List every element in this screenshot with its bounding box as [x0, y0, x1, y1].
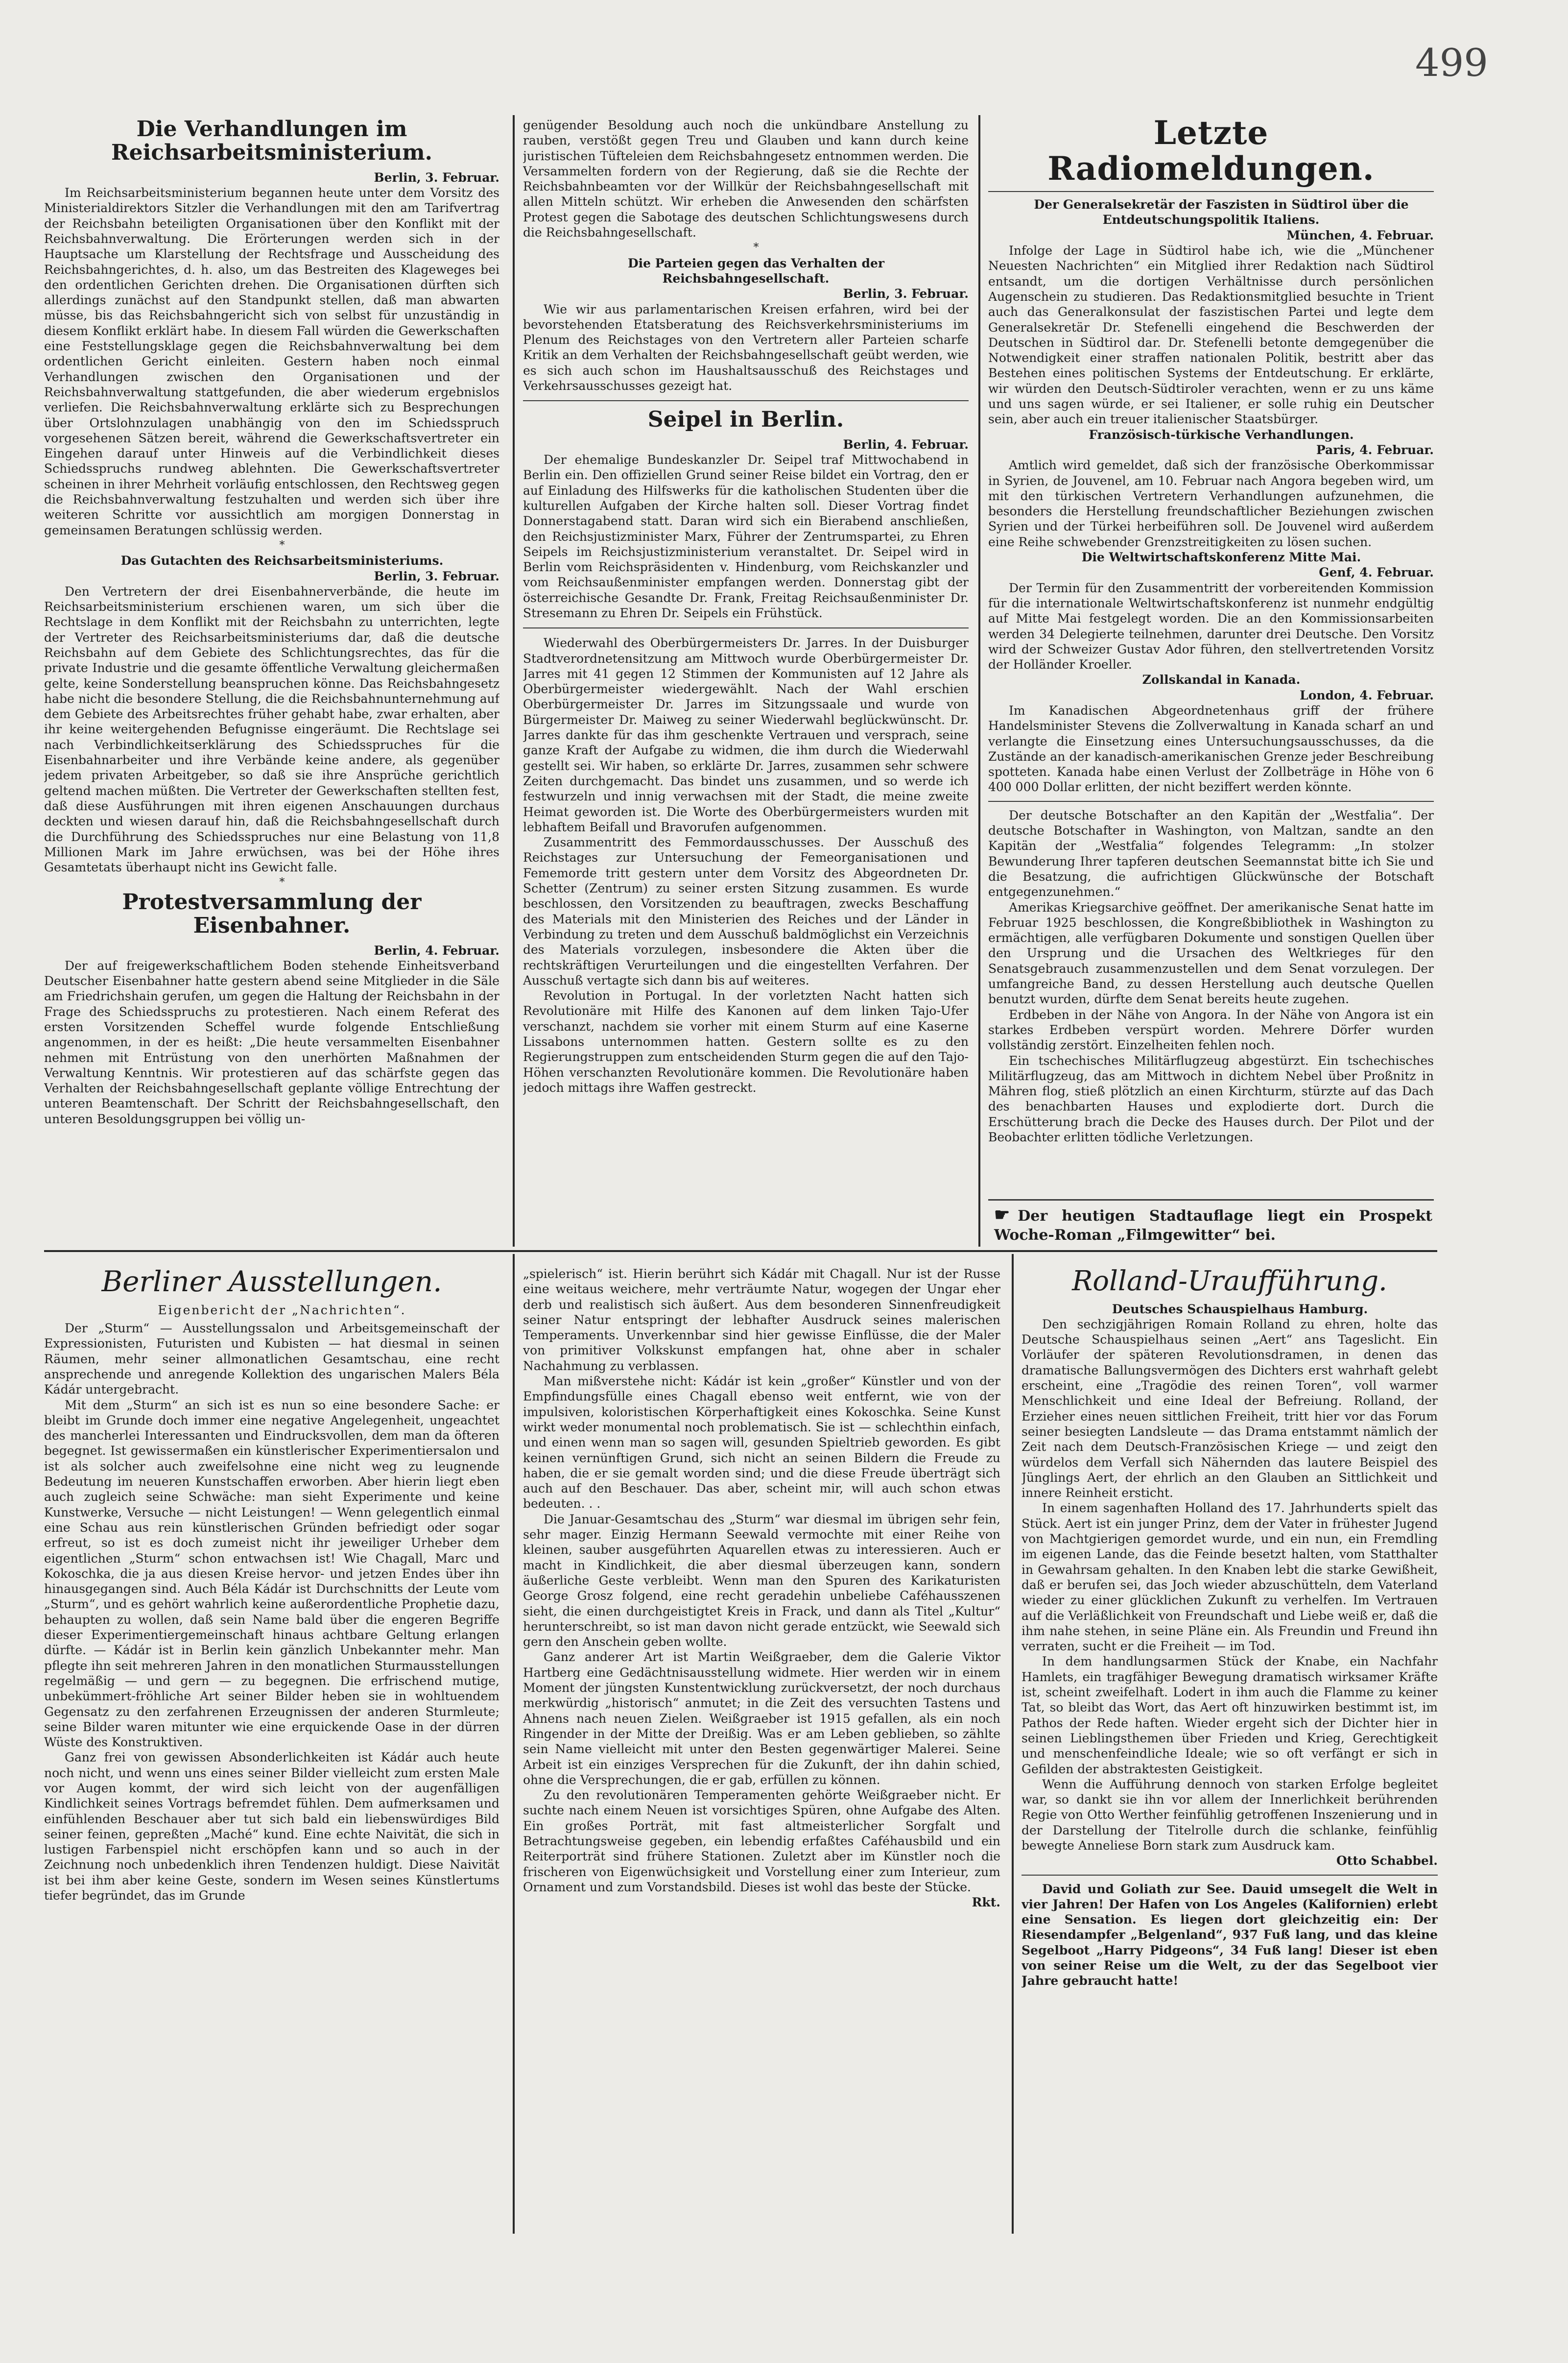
column-middle-bottom [523, 1266, 1000, 2217]
article-paragraph: In dem handlungsarmen Stück der Knabe, ein Nachfahr Hamlets, ein tragfähiger Bewegung dramatisch wirksamer Kräfte ist, scheint zweifelhaft. Lodert in ihm auch die Flamme zu keiner Tat, so bleibt das Wort, das Aert oft hinzuwirken bestimmt ist, im Pathos der Rede haften. Wieder ergeht sich der Dichter hier in seinen Lieblingsthemen über Frieden und Krieg, Gerechtigkeit und menschenfeindliche Ideale; wie so oft verfängt er sich in Gefilden der abstraktesten Geistigkeit. [1022, 1654, 1438, 1776]
article-paragraph: Im Reichsarbeitsministerium begannen heute unter dem Vorsitz des Ministerialdirektors Sitzler die Verhandlungen mit den am Tarifvertrag der Reichsbahn beteiligten Organisationen über den Konflikt mit der Reichsbahnverwaltung. Die Erörterungen werden sich in der Hauptsache um Klarstellung der Rechtsfrage und Ausscheidung des Reichsbahngerichtes, d. h. also, um das Bestreiten des Klageweges bei den ordentlichen Gerichten drehen. Die Organisationen dürften sich allerdings zunächst auf den Standpunkt stellen, daß man abwarten müsse, bis das Reichsbahngericht sich von selbst für unzuständig in diesem Konflikt erklärt habe. In diesem Fall würden die Gewerkschaften eine Feststellungsklage gegen die Reichsbahnverwaltung bei dem ordentlichen Gericht einleiten. Gestern haben noch einmal Verhandlungen zwischen den Organisationen und der Reichsbahnverwaltung stattgefunden, die aber wiederum ergebnislos verliefen. Die Reichsbahnverwaltung erklärte sich zu Besprechungen über Ortslohnzulagen unabhängig von den im Schiedsspruch vorgesehenen Sätzen bereit, während die Gewerkschaftsvertreter ein Eingehen darauf unter Hinweis auf die Verbindlichkeit dieses Schiedsspruchs rundweg ablehnten. Die Gewerkschaftsvertreter scheinen in ihrer Mehrheit vorläufig entschlossen, den Rechtsweg gegen die Reichsbahnverwaltung festzuhalten und werden sich über ihre weiteren Schritte vor aussichtlich am morgigen Donnerstag in gemeinsamen Beratungen schlüssig werden. [44, 186, 499, 537]
separator-star: * [279, 539, 285, 552]
article-paragraph: Der ehemalige Bundeskanzler Dr. Seipel traf Mittwochabend in Berlin ein. Den offiziellen Grund seiner Reise bildet ein Vortrag, den er auf Einladung des Hilfswerks für die katholischen Studenten über die kulturellen Aufgaben der Kirche halten soll. Dieser Vortrag findet Donnerstagabend statt. Daran wird sich ein Bierabend anschließen, den Reichsjustizminister Marx, Führer der Zentrumspartei, zu Ehren Seipels im Reichsjustizministerium veranstaltet. Dr. Seipel wird in Berlin vom Reichspräsidenten v. Hindenburg, vom Reichskanzler und vom Reichsaußenminister empfangen werden. Donnerstag gibt der österreichische Gesandte Dr. Frank, Freitag Reichsaußenminister Dr. Stresemann zu Ehren Dr. Seipels ein Frühstück. [523, 453, 969, 620]
article-paragraph: Zu den revolutionären Temperamenten gehörte Weißgraeber nicht. Er suchte nach einem Neuen ist vorsichtiges Spüren, ohne Aufgabe des Alten. Ein großes Porträt, mit fast altmeisterlicher Sorgfalt und Betrachtungsweise gegeben, ein lebendig erfaßtes Caféhausbild und ein Reiterporträt sind frühere Stationen. Zuletzt aber im Künstler noch die frischeren von Eigenwüchsigkeit und Vorstellung einer zum Interieur, zum Ornament und zum Vorstandsbild. Dieses ist wohl das beste der Stücke. [523, 1788, 1000, 1894]
dateline: Paris, 4. Februar. [1316, 442, 1434, 457]
column-rule-2 [978, 115, 980, 1247]
byline: Eigenbericht der „Nachrichten“. [158, 1302, 406, 1317]
article-paragraph: Wie wir aus parlamentarischen Kreisen erfahren, wird bei der bevorstehenden Etatsberatung des Reichsverkehrsministeriums im Plenum des Reichstages von den Vertretern aller Parteien scharfe Kritik an dem Verhalten der Reichsbahngesellschaft geübt werden, wie es sich auch schon im Haushaltsausschuß des Reichstages und Verkehrsausschusses gezeigt hat. [523, 302, 969, 393]
section-rule [44, 1250, 1437, 1252]
column-left-top [44, 118, 499, 1247]
column-right-bottom [1022, 1266, 1438, 2217]
article-title: Die Verhandlungen im Reichsarbeitsministerium. [111, 118, 432, 166]
dateline: Genf, 4. Februar. [1319, 565, 1434, 580]
article-paragraph: Zusammentritt des Femmordausschusses. Der Ausschuß des Reichstages zur Untersuchung der Femeorganisationen und Fememorde tritt gestern unter dem Vorsitz des Abgeordneten Dr. Schetter (Zentrum) zu seiner ersten Sitzung zusammen. Es wurde beschlossen, den Vorsitzenden zu beauftragen, zwecks Beschaffung des Materials mit den Ministerien des Reiches und der Länder in Verbindung zu treten und dem Ausschuß baldmöglichst ein Verzeichnis des Materials vorzulegen, insbesondere die Akten über die rechtskräftigen Verurteilungen und die eingestellten Verfahren. Der Ausschuß vertagte sich dann bis auf weiteres. [523, 835, 969, 988]
column-rule-1 [513, 115, 515, 1247]
dateline: München, 4. Februar. [1286, 228, 1434, 242]
article-paragraph: Wiederwahl des Oberbürgermeisters Dr. Jarres. In der Duisburger Stadtverordnetensitzung am Mittwoch wurde Oberbürgermeister Dr. Jarres mit 41 gegen 12 Stimmen der Kommunisten auf 12 Jahre als Oberbürgermeister wiedergewählt. Nach der Wahl erschien Oberbürgermeister Dr. Jarres im Sitzungssaale und wurde von Bürgermeister Dr. Maiweg zu seiner Wiederwahl beglückwünscht. Dr. Jarres dankte für das ihm geschenkte Vertrauen und versprach, seine ganze Kraft der Aufgabe zu widmen, die ihm durch die Wiederwahl gestellt sei. Wir haben, so erklärte Dr. Jarres, zusammen sehr schwere Zeiten durchgemacht. Das bindet uns zusammen, und so werde ich festwurzeln und innig verwachsen mit der Stadt, die meine zweite Heimat geworden ist. Die Worte des Oberbürgermeisters wurden mit lebhaftem Beifall und Bravorufen aufgenommen. [523, 636, 969, 834]
pointing-hand-icon: ☛ [994, 1205, 1010, 1225]
article-title: Protestversammlung der Eisenbahner. [122, 889, 422, 939]
author-signature: Otto Schabbel. [1336, 1854, 1438, 1868]
divider [988, 191, 1434, 192]
article-title: Rolland-Uraufführung. [1072, 1266, 1387, 1297]
dateline: Berlin, 4. Februar. [843, 437, 969, 452]
author-signature: Rkt. [972, 1895, 1000, 1910]
article-paragraph: Der deutsche Botschafter an den Kapitän der „Westfalia“. Der deutsche Botschafter in Washington, von Maltzan, sandte an den Kapitän der „Westfalia“ folgendes Telegramm: „In stolzer Bewunderung Ihrer tapferen deutschen Seemannstat bitte ich Sie und die Besatzung, die aufrichtigen Glückwünsche der Botschaft entgegenzunehmen.“ [988, 808, 1434, 899]
article-paragraph: Revolution in Portugal. In der vorletzten Nacht hatten sich Revolutionäre mit Hilfe des Kanonen auf dem linken Tajo-Ufer verschanzt, nachdem sie vorher mit einem Sturm auf eine Kaserne Lissabons unternommen hatten. Gestern sollte es zu den Regierungstruppen zum entscheidenden Sturm gegen die auf den Tajo-Höhen verschanzten Revolutionäre kommen. Die Revolutionäre haben jedoch mittags ihre Waffen gestreckt. [523, 989, 969, 1095]
divider [1022, 1875, 1438, 1876]
subheading: Französisch-türkische Verhandlungen. [1089, 427, 1354, 442]
dateline: London, 4. Februar. [1300, 688, 1434, 702]
separator-star: * [753, 241, 759, 254]
article-paragraph: Die Januar-Gesamtschau des „Sturm“ war diesmal im übrigen sehr fein, sehr mager. Einzig Hermann Seewald vermochte mit einer Reihe von kleinen, sauber ausgeführten Aquarellen etwas zu interessieren. Auch er macht in Kindlichkeit, die aber diesmal überzeugen kann, sondern äußerliche Geste verbleibt. Wenn man den Spuren des Karikaturisten George Grosz folgend, eine recht geradehin unbeliebe Caféhausszenen sieht, die einen durchgeistigtet Kreis in Frack, und dann als Titel „Kultur“ herunterschreibt, so ist man davon nicht gerade entzückt, wie Seewald sich gern den Anschein geben wollte. [523, 1512, 1000, 1649]
separator-star: * [279, 876, 285, 889]
subheading: Das Gutachten des Reichsarbeitsministeriums. [120, 554, 444, 568]
article-paragraph: David und Goliath zur See. Dauid umsegelt die Welt in vier Jahren! Der Hafen von Los Angeles (Kalifornien) erlebt eine Sensation. Es liegen dort gleichzeitig ein: Der Riesendampfer „Belgenland“, 937 Fuß lang, und das kleine Segelboot „Harry Pidgeons“, 34 Fuß lang! Dieser ist eben von seiner Reise um die Welt, zu der das Segelboot vier Jahre gebraucht hatte! [1022, 1881, 1438, 1988]
page-number: 499 [1415, 41, 1488, 85]
subheading: Zollskandal in Kanada. [1142, 673, 1301, 687]
dateline: Berlin, 4. Februar. [374, 943, 499, 958]
column-right-top [988, 115, 1434, 1195]
divider [523, 627, 969, 628]
article-title: Berliner Ausstellungen. [101, 1266, 442, 1298]
article-paragraph: Ein tschechisches Militärflugzeug abgestürzt. Ein tschechisches Militärflugzeug, das am Mittwoch in dichtem Nebel über Proßnitz in Mähren flog, stieß plötzlich an einen Kirchturm, stürzte auf das Dach des benachbarten Hauses und explodierte dort. Durch die Erschütterung brach die Decke des Hauses durch. Der Pilot und der Beobachter erlitten tödliche Verletzungen. [988, 1053, 1434, 1144]
article-paragraph: Man mißverstehe nicht: Kádár ist kein „großer“ Künstler und von der Empfindungsfülle eines Chagall ebenso weit entfernt, wie von der impulsiven, koloristischen Körperhaftigkeit eines Kokoschka. Seine Kunst wirkt weder monumental noch problematisch. Sie ist — schlechthin einfach, und einen wenn man so sagen will, gesunden Spieltrieb geworden. Es gibt keinen vernünftigen Grund, sich nicht an seinen Bildern die Freude zu haben, die er sie gemalt worden sind; und die diese Freude überträgt sich auch auf den Beschauer. Das aber, scheint mir, will auch schon etwas bedeuten. . . [523, 1374, 1000, 1511]
notice-rule [988, 1199, 1434, 1201]
article-paragraph: Den Vertretern der drei Eisenbahnerverbände, die heute im Reichsarbeitsministerium erschienen waren, um sich über die Rechtslage in dem Konflikt mit der Reichsbahn zu unterrichten, legte der Vertreter des Reichsarbeitsministeriums dar, daß die deutsche Reichsbahn auf dem Gebiete des Schlichtungsrechtes, das für die private Industrie und die gesamte öffentliche Verwaltung gleichermaßen gelte, keine Sonderstellung beanspruchen könne. Das Reichsbahngesetz habe nicht die besondere Stellung, die die Reichsbahnunternehmung auf dem Gebiete des Arbeitsrechtes früher gehabt habe, zwar erhalten, aber ihr keine weitergehenden Befugnisse eingeräumt. Die Rechtslage sei nach Verbindlichkeitserklärung des Schiedsspruches für die Eisenbahnarbeiter und ihre Verbände keine andere, als gegenüber jedem privaten Arbeitgeber, so daß sie ihre Ansprüche gerichtlich geltend machen müßten. Die Vertreter der Gewerkschaften stellten fest, daß diese Ausführungen mit ihren eigenen Anschauungen durchaus deckten und wiesen darauf hin, daß die Reichsbahngesellschaft durch die Durchführung des Schiedsspruches nur eine Belastung von 11,8 Millionen Mark im Jahre erwüchsen, was bei der Höhe ihres Gesamtetats überhaupt nicht ins Gewicht falle. [44, 584, 499, 875]
column-middle-top [523, 118, 969, 1247]
supplement-notice-text: Der heutigen Stadtauflage liegt ein Prospekt Woche-Roman „Filmgewitter“ bei. [994, 1207, 1432, 1244]
supplement-notice [994, 1204, 1432, 1245]
subheading: Die Parteien gegen das Verhalten der Reichsbahngesellschaft. [627, 256, 885, 286]
article-paragraph: Amerikas Kriegsarchive geöffnet. Der amerikanische Senat hatte im Februar 1925 beschlossen, die Kongreßbibliothek in Washington zu ermächtigen, alle verfügbaren Dokumente und sonstigen Quellen über den Ursprung und die Ursachen des Weltkrieges für den Senatsgebrauch zusammenzustellen und dem Senat vorzulegen. Der umfangreiche Band, zu dessen Herstellung auch deutsche Quellen benutzt wurden, dürfte dem Senat bereits heute zugehen. [988, 900, 1434, 1007]
divider [988, 801, 1434, 802]
dateline: Berlin, 3. Februar. [843, 287, 969, 301]
subheading: Der Generalsekretär der Faszisten in Südtirol über die Entdeutschungspolitik Italiens. [1034, 197, 1409, 227]
article-paragraph: Den sechzigjährigen Romain Rolland zu ehren, holte das Deutsche Schauspielhaus seinen „Aert“ ans Tageslicht. Ein Vorläufer der späteren Revolutionsdramen, in denen das dramatische Ballungsvermögen des Dichters erst wahrhaft gelebt erscheint, eine „Tragödie des reinen Toren“, voll warmer Menschlichkeit und eine Ideal der Befreiung. Rolland, der Erzieher eines neuen sittlichen Freiheit, tritt hier vor das Forum seiner besiegten Landsleute — das Drama entstammt nämlich der Zeit nach dem Deutsch-Französischen Kriege — und zeigt den würdelos dem Verfall sich Nähernden das lautere Beispiel des Jünglings Aert, der ehrlich an den Glauben an Sittlichkeit und innere Reinheit ersticht. [1022, 1317, 1438, 1500]
article-paragraph: Mit dem „Sturm“ an sich ist es nun so eine besondere Sache: er bleibt im Grunde doch immer eine negative Angelegenheit, ungeachtet des mancherlei Interessanten und Eindrucksvollen, dem man da öfteren begegnet. Ist gewissermaßen ein künstlerischer Experimentiersalon und ist als solcher auch zweifelsohne eine nicht weg zu leugnende Bedeutung im neueren Kunstschaffen erworben. Aber hierin liegt eben auch zugleich seine Schwäche: man sieht Experimente und keine Kunstwerke, Versuche — nicht Leistungen! — Wenn gelegentlich einmal eine Schau aus rein künstlerischen Gründen befriedigt oder sogar erfreut, so ist es doch zumeist nicht ihr jeweiliger Urheber dem eigentlichen „Sturm“ schon entwachsen ist! Wie Chagall, Marc und Kokoschka, die ja aus diesen Kreise hervor- und jetzen Endes über ihn hinausgegangen sind. Auch Béla Kádár ist Durchschnitts der Leute vom „Sturm“, und es gehört wahrlich keine außerordentliche Prophetie dazu, behaupten zu wollen, daß sein Name bald über die engeren Begriffe dieser Experimentiergemeinschaft hinaus achtbare Geltung erlangen dürfte. — Kádár ist in Berlin kein gänzlich Unbekannter mehr. Man pflegte ihn seit mehreren Jahren in den monatlichen Sturmausstellungen regelmäßig — und gern — zu begegnen. Die erfrischend mutige, unbekümmert-fröhliche Art seiner Bilder heben sie in wohltuendem Gegensatz zu den zerfahrenen Erzeugnissen der anderen Sturmleute; seine Bilder waren mitunter wie eine erquickende Oase in der dürren Wüste des Konstruktiven. [44, 1398, 499, 1750]
article-paragraph: Amtlich wird gemeldet, daß sich der französische Oberkommissar in Syrien, de Jouvenel, am 10. Februar nach Angora begeben wird, um mit den türkischen Vertretern Verhandlungen aufzunehmen, die besonders die Herstellung freundschaftlicher Beziehungen zwischen Syrien und der Türkei herbeiführen soll. De Jouvenel wird außerdem eine Reihe schwebender Grenzstreitigkeiten zu lösen suchen. [988, 458, 1434, 549]
column-left-bottom [44, 1266, 499, 2217]
article-paragraph: Der auf freigewerkschaftlichem Boden stehende Einheitsverband Deutscher Eisenbahner hatte gestern abend seine Mitglieder in die Säle am Friedrichshain gerufen, um gegen die Haltung der Reichsbahn in der Frage des Schiedsspruchs zu protestieren. Nach einem Referat des ersten Vorsitzenden Scheffel wurde folgende Entschließung angenommen, in der es heißt: „Die heute versammelten Eisenbahner nehmen mit Entrüstung von den unerhörten Maßnahmen der Verwaltung Kenntnis. Wir protestieren auf das schärfste gegen das Verhalten der Reichsbahngesellschaft geplante völlige Entrechtung der unteren Beamtenschaft. Der Schritt der Reichsbahngesellschaft, den unteren Besoldungsgruppen bei völlig un- [44, 958, 499, 1126]
article-title: Seipel in Berlin. [647, 407, 844, 433]
article-paragraph: Der Termin für den Zusammentritt der vorbereitenden Kommission für die internationale Weltwirtschaftskonferenz ist nunmehr endgültig auf Mitte Mai festgelegt worden. Die an den Kommissionsarbeiten werden 34 Delegierte teilnehmen, darunter drei Deutsche. Den Vorsitz wird der Schweizer Gustav Ador führen, den stellvertretenden Vorsitz der Holländer Kroeller. [988, 580, 1434, 672]
article-paragraph: In einem sagenhaften Holland des 17. Jahrhunderts spielt das Stück. Aert ist ein junger Prinz, dem der Vater in frühester Jugend von Machtgierigen gemordet wurde, und ein nun, ein Fremdling im eigenen Lande, das die Feinde besetzt halten, vom Statthalter in Gewahrsam gehalten. In den Knaben lebt die starke Gewißheit, daß er berufen sei, das Joch wieder abzuschütteln, dem Vaterland wieder zu einer glücklichen Zukunft zu verhelfen. Im Vertrauen auf die Verläßlichkeit von Freundschaft und Liebe weiß er, daß die ihm nahe stehen, in seine Pläne ein. Als Freundin und Freund ihn verraten, sucht er die Freiheit — im Tod. [1022, 1501, 1438, 1654]
divider [523, 400, 969, 401]
column-rule-3 [513, 1254, 515, 2234]
section-title: Letzte Radiomeldungen. [1047, 115, 1375, 188]
article-paragraph: Im Kanadischen Abgeordnetenhaus griff der frühere Handelsminister Stevens die Zollverwaltung in Kanada scharf an und verlangte die Einsetzung eines Untersuchungsausschusses, da die Zustände an der kanadisch-amerikanischen Grenze jeder Beschreibung spotteten. Kanada habe einen Verlust der Zollbeträge in Höhe von 6 400 000 Dollar erlitten, der nicht beziffert werden könnte. [988, 703, 1434, 795]
article-paragraph: „spielerisch“ ist. Hierin berührt sich Kádár mit Chagall. Nur ist der Russe eine weitaus weichere, mehr verträumte Natur, wogegen der Ungar eher derb und realistisch sich äußert. Aus dem besonderen Sinnenfreudigkeit seiner Natur entspringt der lebhafter Ausdruck seines malerischen Temperaments. Unverkennbar sind hier gewisse Einflüsse, die der Maler von primitiver Volkskunst empfangen hat, ohne aber in schaler Nachahmung zu verblassen. [523, 1267, 1000, 1373]
dateline: Berlin, 3. Februar. [374, 569, 499, 583]
article-paragraph: Wenn die Aufführung dennoch von starken Erfolge begleitet war, so dankt sie ihn vor allem der Innerlichkeit berührenden Regie von Otto Werther feinfühlig getroffenen Inszenierung und in der Darstellung der Titelrolle durch die schlanke, feinfühlig bewegte Anneliese Born stark zum Ausdruck kam. [1022, 1777, 1438, 1853]
article-paragraph: Der „Sturm“ — Ausstellungssalon und Arbeitsgemeinschaft der Expressionisten, Futuristen und Kubisten — hat diesmal in seinen Räumen, mehr seiner allmonatlichen Gesamtschau, eine recht ansprechende und anregende Kollektion des ungarischen Malers Béla Kádár untergebracht. [44, 1321, 499, 1397]
dateline: Berlin, 3. Februar. [374, 170, 499, 185]
subheading: Die Weltwirtschaftskonferenz Mitte Mai. [1081, 550, 1361, 565]
article-paragraph: genügender Besoldung auch noch die unkündbare Anstellung zu rauben, verstößt gegen Treu und Glauben und kann durch keine juristischen Tüfteleien dem Reichsbahngesetz entnommen werden. Die Versammelten fordern von der Regierung, daß sie die Rechte der Reichsbahnbeamten vor der Willkür der Reichsbahngesellschaft mit allen Mitteln schützt. Wir erheben die Anwesenden den schärfsten Protest gegen die Sabotage des deutschen Schlichtungswesens durch die Reichsbahngesellschaft. [523, 118, 969, 240]
column-rule-4 [1012, 1254, 1014, 2234]
article-paragraph: Erdbeben in der Nähe von Angora. In der Nähe von Angora ist ein starkes Erdbeben verspürt worden. Mehrere Dörfer wurden vollständig zerstört. Einzelheiten fehlen noch. [988, 1007, 1434, 1053]
article-paragraph: Ganz anderer Art ist Martin Weißgraeber, dem die Galerie Viktor Hartberg eine Gedächtnisausstellung widmete. Hier werden wir in einem Moment der jüngsten Kunstentwicklung zurückversetzt, der noch durchaus merkwürdig „historisch“ anmutet; in die Zeit des versuchten Tastens und Ahnens nach neuen Zielen. Weißgraeber ist 1915 gefallen, als ein noch Ringender in der Mitte der Dreißig. Was er am Leben geblieben, so zählte sein Name vielleicht mit unter den Besten gegenwärtiger Malerei. Seine Arbeit ist ein einziges Versprechen für die Zukunft, der ihn dahin schied, ohne die Versprechungen, die er gab, erfüllen zu können. [523, 1650, 1000, 1787]
article-paragraph: Infolge der Lage in Südtirol habe ich, wie die „Münchener Neuesten Nachrichten“ ein Mitglied ihrer Redaktion nach Südtirol entsandt, um die dortigen Verhältnisse durch persönlichen Augenschein zu studieren. Das Redaktionsmitglied besuchte in Trient auch das Generalkonsulat der faszistischen Partei und legte dem Generalsekretär Dr. Stefenelli eingehend die Beschwerden der Deutschen in Südtirol dar. Dr. Stefenelli betonte demgegenüber die Notwendigkeit einer straffen nationalen Politik, bestritt aber das Bestehen eines politischen Systems der Entdeutschung. Er erklärte, wir würden den Deutsch-Südtiroler verachten, wenn er zu uns käme und uns sagen würde, er sei Italiener, er solle ruhig ein Deutscher sein, aber auch ein treuer italienischer Staatsbürger. [988, 243, 1434, 427]
subheading: Deutsches Schauspielhaus Hamburg. [1112, 1302, 1368, 1316]
article-paragraph: Ganz frei von gewissen Absonderlichkeiten ist Kádár auch heute noch nicht, und wenn uns eines seiner Bilder vielleicht zum ersten Male vor Augen kommt, der wird sich leicht von der augenfälligen Kindlichkeit seines Vortrags befremdet fühlen. Dem aufmerksamen und einfühlenden Beschauer aber tut sich bald ein liebenswürdiges Bild seiner feinen, gepreßten „Maché“ kund. Eine echte Naivität, die sich in lustigen Farbenspiel nicht erschöpfen kann und so auch in der Zeichnung noch unbedenklich ihren Tendenzen huldigt. Diese Naivität ist bei ihm aber keine Geste, sondern im Wesen seines Künstlertums tiefer begründet, das im Grunde [44, 1750, 499, 1903]
